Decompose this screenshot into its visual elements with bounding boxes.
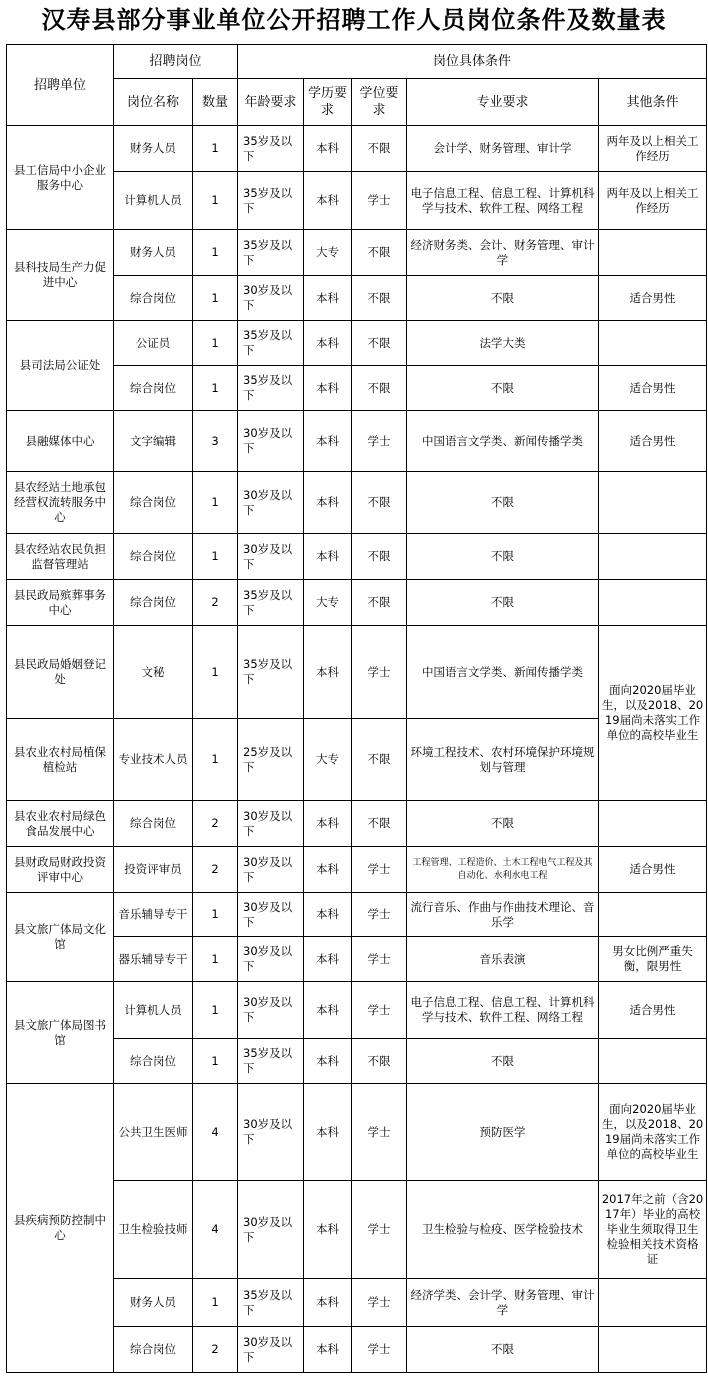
- degree-cell: 学士: [352, 172, 407, 230]
- major-cell: 卫生检验与检疫、医学检验技术: [407, 1181, 599, 1279]
- count-cell: 1: [193, 321, 238, 366]
- major-cell: 会计学、财务管理、审计学: [407, 126, 599, 172]
- other-cell: 2017年之前（含2017年）毕业的高校毕业生须取得卫生检验相关技术资格证: [599, 1181, 707, 1279]
- post-cell: 综合岗位: [114, 276, 193, 321]
- header-post-name: 岗位名称: [114, 79, 193, 126]
- count-cell: 2: [193, 847, 238, 893]
- degree-cell: 学士: [352, 1279, 407, 1327]
- degree-cell: 不限: [352, 366, 407, 411]
- major-cell: 不限: [407, 534, 599, 580]
- table-row: [7, 534, 707, 580]
- other-cell: [599, 230, 707, 276]
- other-cell: [599, 1327, 707, 1373]
- count-cell: 4: [193, 1181, 238, 1279]
- edu-cell: 本科: [304, 321, 352, 366]
- major-cell: 不限: [407, 1327, 599, 1373]
- edu-cell: 本科: [304, 411, 352, 472]
- count-cell: 1: [193, 1279, 238, 1327]
- age-cell: 25岁及以下: [238, 719, 304, 801]
- count-cell: 1: [193, 893, 238, 937]
- count-cell: 1: [193, 126, 238, 172]
- post-cell: 综合岗位: [114, 534, 193, 580]
- edu-cell: 本科: [304, 276, 352, 321]
- major-cell: 法学大类: [407, 321, 599, 366]
- degree-cell: 不限: [352, 580, 407, 626]
- other-cell: 面向2020届毕业生，以及2018、2019届尚未落实工作单位的高校毕业生: [599, 626, 707, 801]
- degree-cell: 学士: [352, 1084, 407, 1181]
- age-cell: 30岁及以下: [238, 276, 304, 321]
- edu-cell: 大专: [304, 580, 352, 626]
- age-cell: 30岁及以下: [238, 893, 304, 937]
- other-cell: 适合男性: [599, 411, 707, 472]
- unit-cell: 县财政局财政投资评审中心: [7, 847, 114, 893]
- edu-cell: 本科: [304, 847, 352, 893]
- post-cell: 文秘: [114, 626, 193, 719]
- major-cell: 不限: [407, 801, 599, 847]
- age-cell: 30岁及以下: [238, 982, 304, 1039]
- edu-cell: 本科: [304, 893, 352, 937]
- major-cell: 音乐表演: [407, 937, 599, 982]
- table-row: [7, 411, 707, 472]
- count-cell: 1: [193, 472, 238, 534]
- recruitment-table: [6, 44, 707, 1373]
- edu-cell: 本科: [304, 472, 352, 534]
- age-cell: 35岁及以下: [238, 1039, 304, 1084]
- edu-cell: 本科: [304, 626, 352, 719]
- header-degree: 学位要求: [352, 79, 407, 126]
- unit-cell: 县农业农村局植保植检站: [7, 719, 114, 801]
- major-cell: 不限: [407, 276, 599, 321]
- count-cell: 1: [193, 230, 238, 276]
- header-post-group: 招聘岗位: [114, 45, 238, 79]
- table-row: [7, 472, 707, 534]
- age-cell: 35岁及以下: [238, 626, 304, 719]
- post-cell: 卫生检验技师: [114, 1181, 193, 1279]
- table-row: [7, 126, 707, 172]
- post-cell: 财务人员: [114, 230, 193, 276]
- degree-cell: 不限: [352, 472, 407, 534]
- age-cell: 35岁及以下: [238, 126, 304, 172]
- post-cell: 财务人员: [114, 1279, 193, 1327]
- age-cell: 30岁及以下: [238, 411, 304, 472]
- degree-cell: 学士: [352, 626, 407, 719]
- major-cell: 环境工程技术、农村环境保护环境规划与管理: [407, 719, 599, 801]
- post-cell: 音乐辅导专干: [114, 893, 193, 937]
- post-cell: 公共卫生医师: [114, 1084, 193, 1181]
- major-cell: 不限: [407, 366, 599, 411]
- other-cell: 适合男性: [599, 982, 707, 1039]
- other-cell: [599, 801, 707, 847]
- count-cell: 4: [193, 1084, 238, 1181]
- age-cell: 35岁及以下: [238, 366, 304, 411]
- edu-cell: 本科: [304, 1084, 352, 1181]
- header-row: [7, 45, 707, 79]
- post-cell: 综合岗位: [114, 801, 193, 847]
- post-cell: 公证员: [114, 321, 193, 366]
- page-title: 汉寿县部分事业单位公开招聘工作人员岗位条件及数量表: [41, 5, 667, 34]
- major-cell: 中国语言文学类、新闻传播学类: [407, 626, 599, 719]
- table-row: [7, 580, 707, 626]
- degree-cell: 学士: [352, 847, 407, 893]
- edu-cell: 本科: [304, 1279, 352, 1327]
- count-cell: 1: [193, 366, 238, 411]
- major-cell: 中国语言文学类、新闻传播学类: [407, 411, 599, 472]
- edu-cell: 本科: [304, 982, 352, 1039]
- other-cell: [599, 893, 707, 937]
- degree-cell: 不限: [352, 719, 407, 801]
- unit-cell: 县文旅广体局文化馆: [7, 893, 114, 982]
- age-cell: 30岁及以下: [238, 937, 304, 982]
- age-cell: 35岁及以下: [238, 580, 304, 626]
- unit-cell: 县农经站农民负担监督管理站: [7, 534, 114, 580]
- header-age: 年龄要求: [238, 79, 304, 126]
- age-cell: 30岁及以下: [238, 847, 304, 893]
- post-cell: 投资评审员: [114, 847, 193, 893]
- count-cell: 1: [193, 1039, 238, 1084]
- count-cell: 1: [193, 982, 238, 1039]
- edu-cell: 本科: [304, 1039, 352, 1084]
- edu-cell: 本科: [304, 534, 352, 580]
- edu-cell: 本科: [304, 366, 352, 411]
- age-cell: 30岁及以下: [238, 1327, 304, 1373]
- unit-cell: 县司法局公证处: [7, 321, 114, 411]
- major-cell: 经济财务类、会计、财务管理、审计学: [407, 230, 599, 276]
- table-row: [7, 1084, 707, 1181]
- age-cell: 30岁及以下: [238, 1084, 304, 1181]
- age-cell: 35岁及以下: [238, 1279, 304, 1327]
- age-cell: 30岁及以下: [238, 534, 304, 580]
- header-major: 专业要求: [407, 79, 599, 126]
- count-cell: 1: [193, 719, 238, 801]
- edu-cell: 本科: [304, 1181, 352, 1279]
- count-cell: 2: [193, 801, 238, 847]
- edu-cell: 大专: [304, 719, 352, 801]
- count-cell: 2: [193, 1327, 238, 1373]
- edu-cell: 大专: [304, 230, 352, 276]
- degree-cell: 不限: [352, 126, 407, 172]
- age-cell: 35岁及以下: [238, 172, 304, 230]
- degree-cell: 学士: [352, 893, 407, 937]
- major-cell: 工程管理、工程造价、土木工程电气工程及其自动化、水利水电工程: [407, 847, 599, 893]
- degree-cell: 学士: [352, 1181, 407, 1279]
- post-cell: 综合岗位: [114, 1327, 193, 1373]
- other-cell: 适合男性: [599, 276, 707, 321]
- major-cell: 不限: [407, 580, 599, 626]
- other-cell: 适合男性: [599, 366, 707, 411]
- post-cell: 综合岗位: [114, 580, 193, 626]
- edu-cell: 本科: [304, 801, 352, 847]
- post-cell: 计算机人员: [114, 172, 193, 230]
- post-cell: 专业技术人员: [114, 719, 193, 801]
- degree-cell: 不限: [352, 801, 407, 847]
- degree-cell: 学士: [352, 1327, 407, 1373]
- count-cell: 1: [193, 534, 238, 580]
- age-cell: 30岁及以下: [238, 472, 304, 534]
- table-row: [7, 801, 707, 847]
- unit-cell: 县文旅广体局图书馆: [7, 982, 114, 1084]
- edu-cell: 本科: [304, 172, 352, 230]
- other-cell: [599, 1039, 707, 1084]
- age-cell: 35岁及以下: [238, 321, 304, 366]
- age-cell: 35岁及以下: [238, 230, 304, 276]
- major-cell: 经济学类、会计学、财务管理、审计学: [407, 1279, 599, 1327]
- other-cell: 两年及以上相关工作经历: [599, 172, 707, 230]
- unit-cell: 县科技局生产力促进中心: [7, 230, 114, 321]
- unit-cell: 县农经站土地承包经营权流转服务中心: [7, 472, 114, 534]
- degree-cell: 学士: [352, 982, 407, 1039]
- header-education: 学历要求: [304, 79, 352, 126]
- unit-cell: 县农业农村局绿色食品发展中心: [7, 801, 114, 847]
- table-row: [7, 982, 707, 1039]
- other-cell: [599, 321, 707, 366]
- degree-cell: 不限: [352, 276, 407, 321]
- header-other: 其他条件: [599, 79, 707, 126]
- count-cell: 2: [193, 580, 238, 626]
- other-cell: [599, 472, 707, 534]
- post-cell: 文字编辑: [114, 411, 193, 472]
- degree-cell: 不限: [352, 321, 407, 366]
- other-cell: 两年及以上相关工作经历: [599, 126, 707, 172]
- other-cell: 适合男性: [599, 847, 707, 893]
- major-cell: 电子信息工程、信息工程、计算机科学与技术、软件工程、网络工程: [407, 982, 599, 1039]
- age-cell: 30岁及以下: [238, 1181, 304, 1279]
- major-cell: 电子信息工程、信息工程、计算机科学与技术、软件工程、网络工程: [407, 172, 599, 230]
- count-cell: 1: [193, 937, 238, 982]
- table-row: [7, 321, 707, 366]
- edu-cell: 本科: [304, 1327, 352, 1373]
- count-cell: 1: [193, 172, 238, 230]
- count-cell: 1: [193, 276, 238, 321]
- count-cell: 1: [193, 626, 238, 719]
- post-cell: 综合岗位: [114, 366, 193, 411]
- table-row: [7, 893, 707, 937]
- degree-cell: 不限: [352, 534, 407, 580]
- unit-cell: 县民政局婚姻登记处: [7, 626, 114, 719]
- degree-cell: 不限: [352, 1039, 407, 1084]
- count-cell: 3: [193, 411, 238, 472]
- post-cell: 财务人员: [114, 126, 193, 172]
- table-row: [7, 626, 707, 719]
- header-condition-group: 岗位具体条件: [238, 45, 707, 79]
- unit-cell: 县融媒体中心: [7, 411, 114, 472]
- unit-cell: 县民政局殡葬事务中心: [7, 580, 114, 626]
- other-cell: [599, 534, 707, 580]
- table-row: [7, 230, 707, 276]
- degree-cell: 不限: [352, 230, 407, 276]
- other-cell: 男女比例严重失衡，限男性: [599, 937, 707, 982]
- other-cell: [599, 580, 707, 626]
- header-count: 数量: [193, 79, 238, 126]
- other-cell: 面向2020届毕业生，以及2018、2019届尚未落实工作单位的高校毕业生: [599, 1084, 707, 1181]
- table-row: [7, 847, 707, 893]
- post-cell: 综合岗位: [114, 1039, 193, 1084]
- unit-cell: 县工信局中小企业服务中心: [7, 126, 114, 230]
- degree-cell: 学士: [352, 411, 407, 472]
- header-unit: 招聘单位: [7, 45, 114, 126]
- degree-cell: 学士: [352, 937, 407, 982]
- major-cell: 不限: [407, 472, 599, 534]
- unit-cell: 县疾病预防控制中心: [7, 1084, 114, 1373]
- post-cell: 综合岗位: [114, 472, 193, 534]
- post-cell: 器乐辅导专干: [114, 937, 193, 982]
- major-cell: 预防医学: [407, 1084, 599, 1181]
- post-cell: 计算机人员: [114, 982, 193, 1039]
- age-cell: 30岁及以下: [238, 801, 304, 847]
- edu-cell: 本科: [304, 937, 352, 982]
- other-cell: [599, 1279, 707, 1327]
- edu-cell: 本科: [304, 126, 352, 172]
- major-cell: 不限: [407, 1039, 599, 1084]
- major-cell: 流行音乐、作曲与作曲技术理论、音乐学: [407, 893, 599, 937]
